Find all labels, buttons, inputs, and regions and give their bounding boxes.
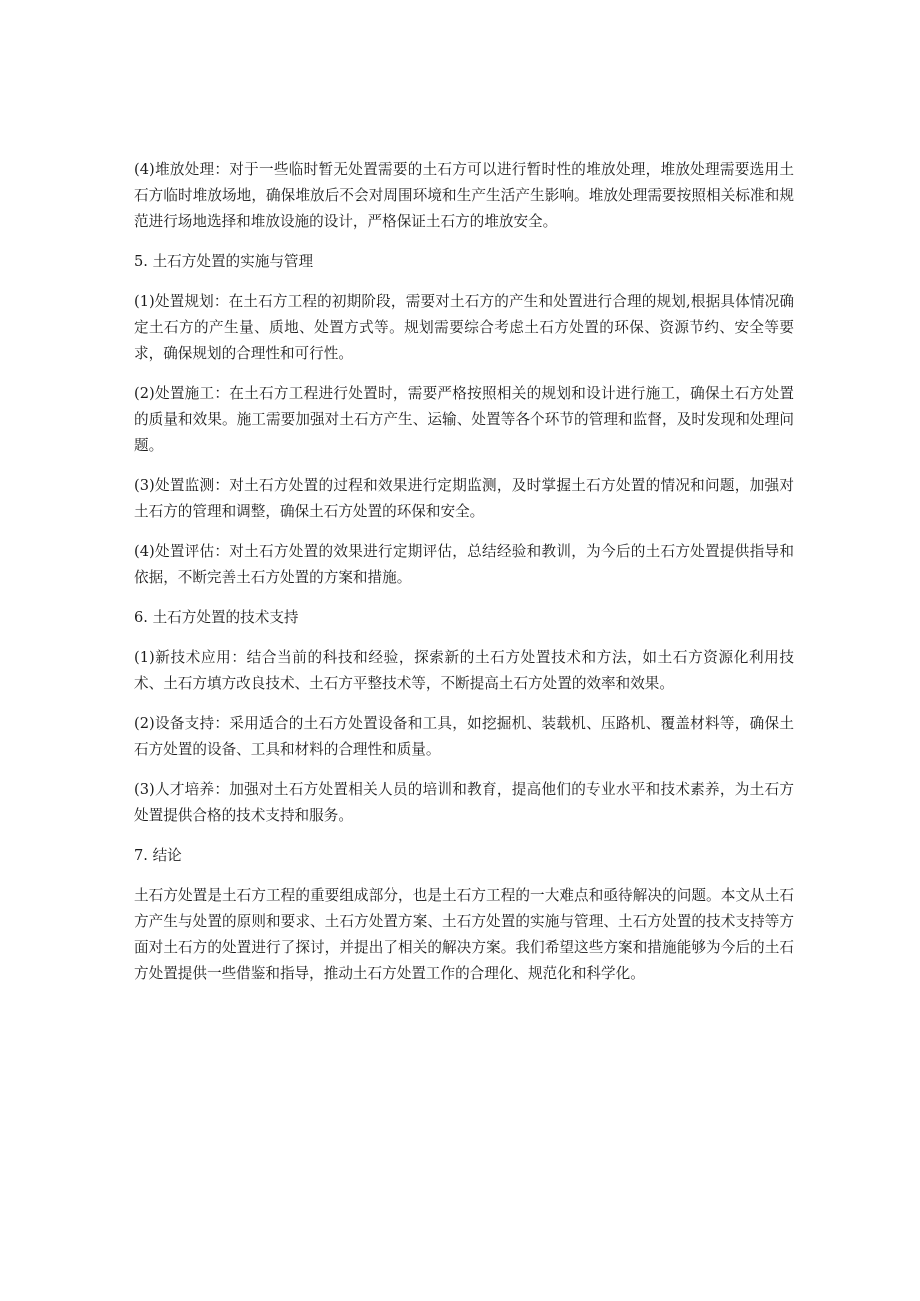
paragraph-stockpile-treatment: (4)堆放处理：对于一些临时暂无处置需要的土石方可以进行暂时性的堆放处理，堆放处理需要选用土石方临时堆放场地，确保堆放后不会对周围环境和生产生活产生影响。堆放处理需要按照相关标准和规范进行场地选择和堆放设施的设计，严格保证土石方的堆放安全。 [134,161,794,230]
paragraph-disposal-construction: (2)处置施工：在土石方工程进行处置时，需要严格按照相关的规划和设计进行施工，确保土石方处置的质量和效果。施工需要加强对土石方产生、运输、处置等各个环节的管理和监督，及时发现和处理问题。 [134,385,794,454]
paragraph-disposal-evaluation: (4)处置评估：对土石方处置的效果进行定期评估，总结经验和教训，为今后的土石方处置提供指导和依据，不断完善土石方处置的方案和措施。 [134,543,794,586]
document-body [134,157,794,1001]
paragraph-disposal-monitoring: (3)处置监测：对土石方处置的过程和效果进行定期监测，及时掌握土石方处置的情况和问题，加强对土石方的管理和调整，确保土石方处置的环保和安全。 [134,477,794,520]
section-heading-6: 6. 土石方处置的技术支持 [134,609,299,626]
paragraph-equipment-support: (2)设备支持：采用适合的土石方处置设备和工具，如挖掘机、装载机、压路机、覆盖材料等，确保土石方处置的设备、工具和材料的合理性和质量。 [134,715,794,758]
paragraph-conclusion: 土石方处置是土石方工程的重要组成部分，也是土石方工程的一大难点和亟待解决的问题。本文从土石方产生与处置的原则和要求、土石方处置方案、土石方处置的实施与管理、土石方处置的技术支持等方面对土石方的处置进行了探讨，并提出了相关的解决方案。我们希望这些方案和措施能够为今后的土石方处置提供一些借鉴和指导，推动土石方处置工作的合理化、规范化和科学化。 [134,887,794,982]
paragraph-disposal-planning: (1)处置规划：在土石方工程的初期阶段，需要对土石方的产生和处置进行合理的规划,根据具体情况确定土石方的产生量、质地、处置方式等。规划需要综合考虑土石方处置的环保、资源节约、安全等要求，确保规划的合理性和可行性。 [134,293,794,362]
paragraph-new-technology: (1)新技术应用：结合当前的科技和经验，探索新的土石方处置技术和方法，如土石方资源化利用技术、土石方填方改良技术、土石方平整技术等，不断提高土石方处置的效率和效果。 [134,649,794,692]
paragraph-talent-training: (3)人才培养：加强对土石方处置相关人员的培训和教育，提高他们的专业水平和技术素养，为土石方处置提供合格的技术支持和服务。 [134,781,794,824]
section-heading-7: 7. 结论 [134,847,182,864]
section-heading-5: 5. 土石方处置的实施与管理 [134,253,314,270]
